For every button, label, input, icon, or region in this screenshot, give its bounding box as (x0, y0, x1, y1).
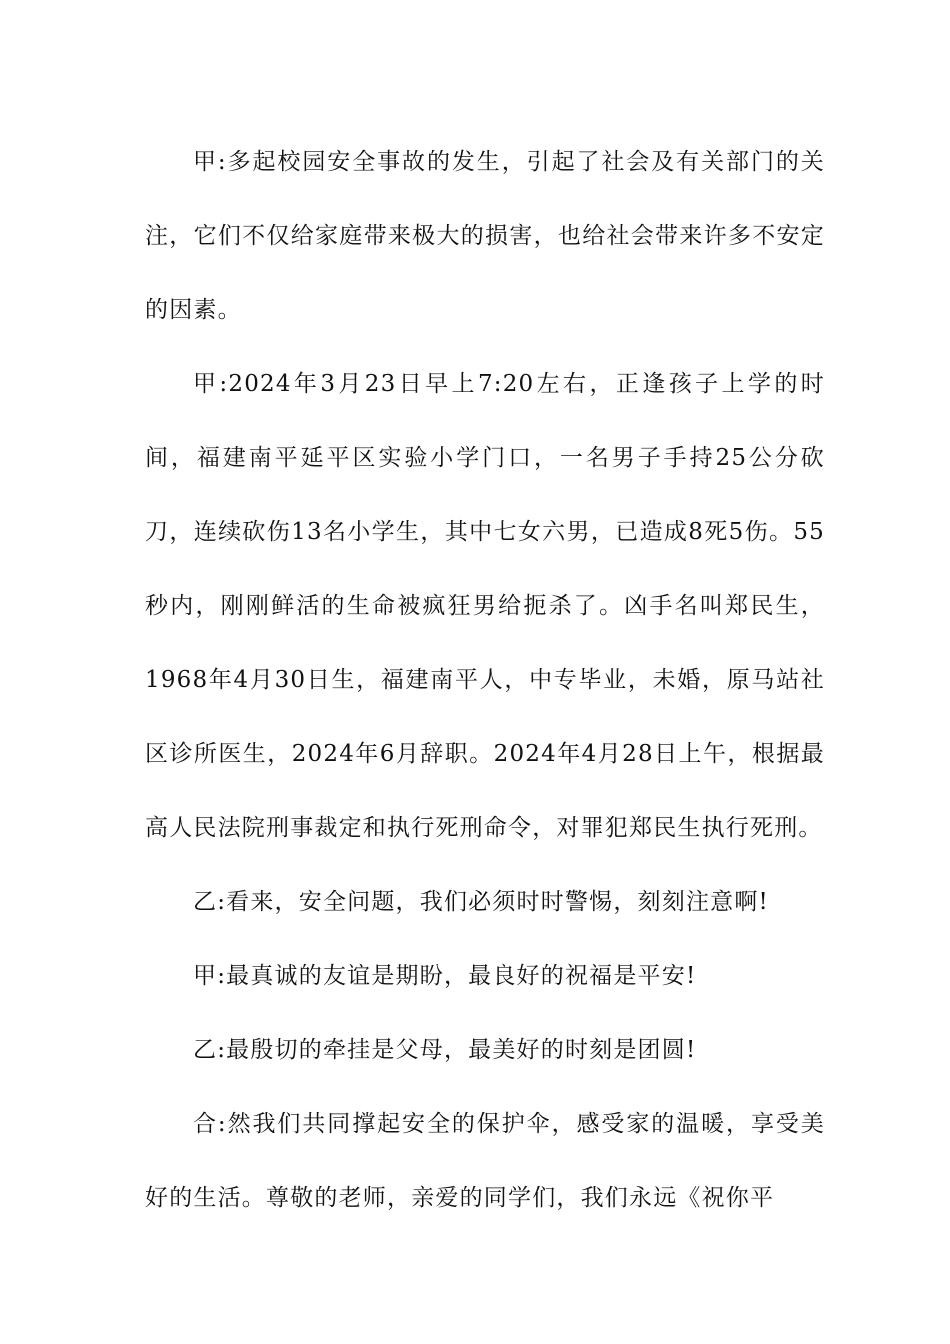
paragraph-5: 乙:最殷切的牵挂是父母，最美好的时刻是团圆! (193, 1037, 697, 1063)
paragraph-3: 乙:看来，安全问题，我们必须时时警惕，刻刻注意啊! (193, 889, 769, 915)
paragraph-2: 甲:2024年3月23日早上7:20左右，正逢孩子上学的时间，福建南平延平区实验小学门口，一名男子手持25公分砍刀，连续砍伤13名小学生，其中七女六男，已造成8死5伤。55秒内，刚刚鲜活的生命被疯狂男给扼杀了。凶手名叫郑民生，1968年4月30日生，福建南平人，中专毕业，未婚，原马站社区诊所医生，2024年6月辞职。2024年4月28日上午，根据最高人民法院刑事裁定和执行死刑命令，对罪犯郑民生执行死刑。 (145, 371, 825, 841)
document-body (145, 125, 825, 1235)
paragraph-6: 合:然我们共同撑起安全的保护伞，感受家的温暖，享受美好的生活。尊敬的老师，亲爱的同学们，我们永远《祝你平 (145, 1111, 825, 1211)
paragraph-4: 甲:最真诚的友谊是期盼，最良好的祝福是平安! (193, 963, 697, 989)
paragraph-1: 甲:多起校园安全事故的发生，引起了社会及有关部门的关注，它们不仅给家庭带来极大的损害，也给社会带来许多不安定的因素。 (145, 149, 825, 323)
